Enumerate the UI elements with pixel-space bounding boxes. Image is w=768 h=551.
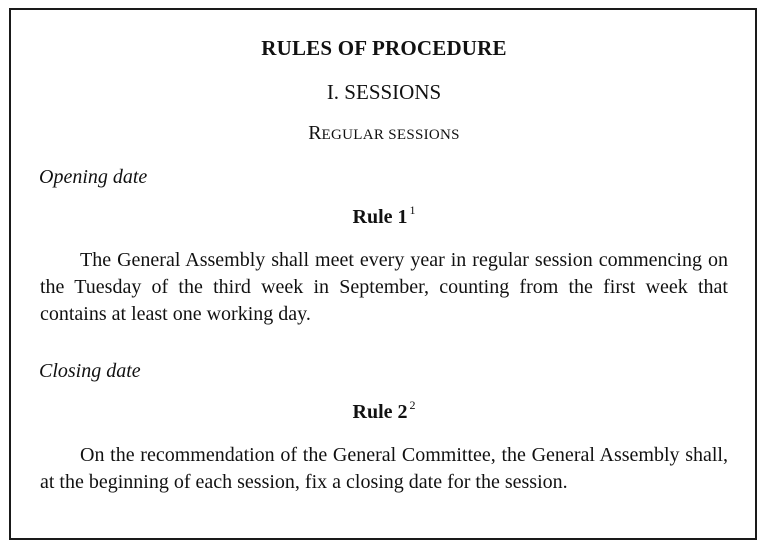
rule-1-label: Rule 1 <box>352 206 408 228</box>
section-heading: I. SESSIONS <box>326 80 442 104</box>
rule-1-heading <box>0 203 768 229</box>
rule-1-body: The General Assembly shall meet every year in regular session commencing on the Tuesday of the third week in September, counting from the first week that contains at least one working day. <box>40 249 728 325</box>
opening-date-heading: Opening date <box>39 166 148 188</box>
subsection-initial: R <box>308 122 322 144</box>
document-title: RULES OF PROCEDURE <box>261 36 507 60</box>
rule-2-text <box>40 442 728 496</box>
rule-1-text <box>40 247 728 328</box>
rule-2-body: On the recommendation of the General Committee, the General Assembly shall, at the beginning of each session, fix a closing date for the session. <box>40 444 728 493</box>
rule-1-footnote: 1 <box>409 203 416 217</box>
subsection-heading <box>0 122 768 145</box>
rule-2-footnote: 2 <box>409 398 416 412</box>
closing-date-heading: Closing date <box>39 360 141 382</box>
rule-2-label: Rule 2 <box>352 401 408 423</box>
rule-2-heading <box>0 398 768 424</box>
subsection-rest: EGULAR SESSIONS <box>321 127 460 143</box>
